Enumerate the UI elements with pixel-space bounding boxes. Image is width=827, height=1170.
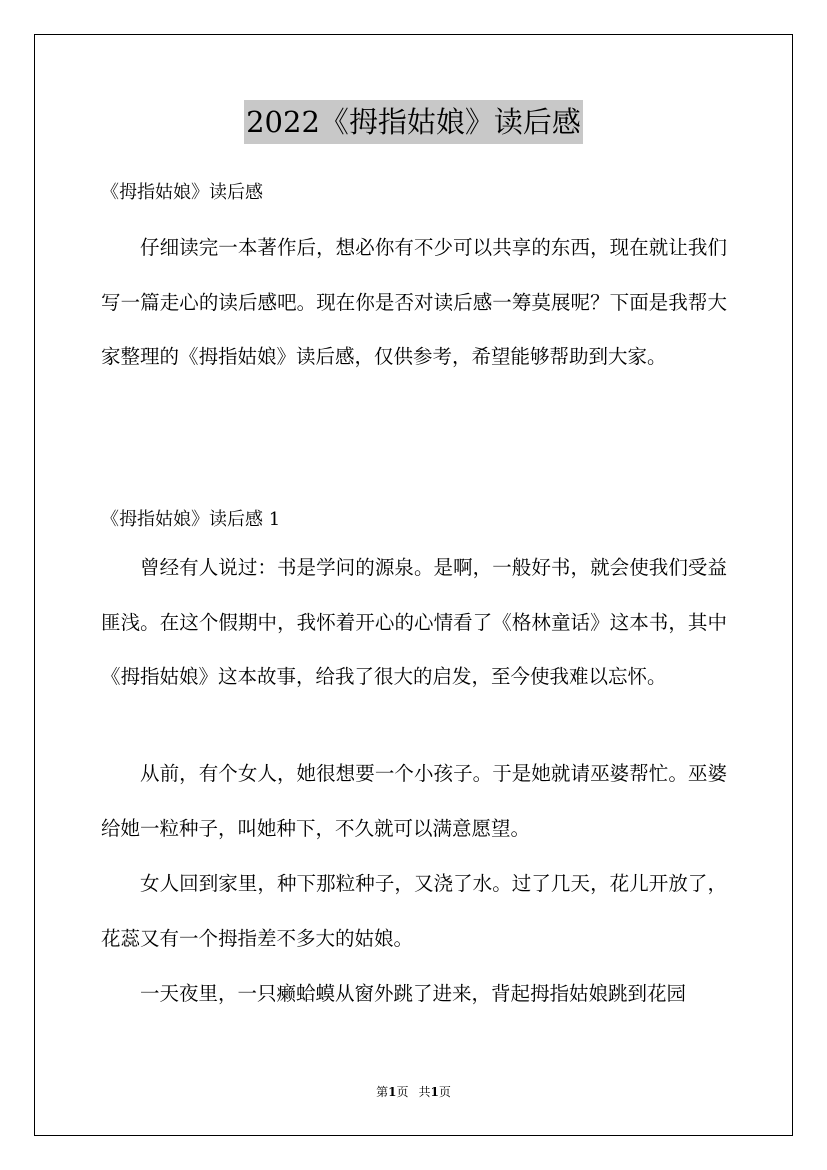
- body-paragraph: 女人回到家里，种下那粒种子，又浇了水。过了几天，花儿开放了，花蕊又有一个拇指差不多大的姑娘。: [101, 872, 727, 950]
- page-footer: [0, 1082, 827, 1102]
- section-heading: 《拇指姑娘》读后感 1: [101, 509, 281, 530]
- document-subtitle: 《拇指姑娘》读后感: [101, 182, 263, 203]
- page-suffix: 页: [396, 1085, 409, 1099]
- page-current: 1: [388, 1085, 397, 1099]
- body-paragraph: 从前，有个女人，她很想要一个小孩子。于是她就请巫婆帮忙。巫婆给她一粒种子，叫她种下，不久就可以满意愿望。: [101, 762, 727, 840]
- intro-paragraph: 仔细读完一本著作后，想必你有不少可以共享的东西，现在就让我们写一篇走心的读后感吧。现在你是否对读后感一筹莫展呢？下面是我帮大家整理的《拇指姑娘》读后感，仅供参考，希望能够帮助到大家。: [101, 236, 727, 368]
- page-total: 1: [430, 1085, 439, 1099]
- body-paragraph: 一天夜里，一只癞蛤蟆从窗外跳了进来，背起拇指姑娘跳到花园: [140, 982, 687, 1005]
- body-paragraph: 曾经有人说过：书是学问的源泉。是啊，一般好书，就会使我们受益匪浅。在这个假期中，我怀着开心的心情看了《格林童话》这本书，其中《拇指姑娘》这本故事，给我了很大的启发，至今使我难以忘怀。: [101, 556, 727, 688]
- page-prefix: 第: [376, 1085, 389, 1099]
- total-suffix: 页: [438, 1085, 451, 1099]
- title-container: [0, 100, 827, 144]
- document-title: 2022《拇指姑娘》读后感: [244, 100, 583, 144]
- total-prefix: 共: [418, 1085, 431, 1099]
